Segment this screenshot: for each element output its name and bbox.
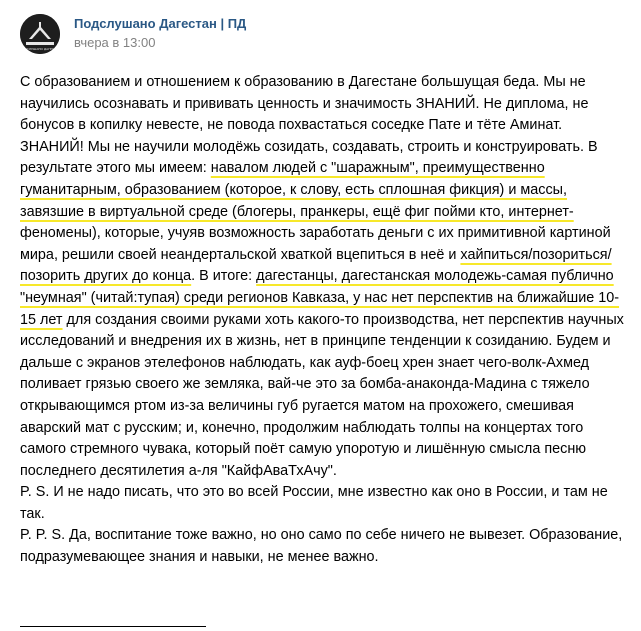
text-segment: . В итоге:: [191, 268, 257, 285]
avatar-logo-text: ПОДСЛУШАНО ДАГЕСТАН: [20, 47, 60, 51]
community-name[interactable]: Подслушано Дагестан | ПД: [74, 16, 247, 31]
text-segment: P. P. S. Да, воспитание тоже важно, но оно само по себе ничего не вывезет. Образование, подразумевающее знания и навыки, не менее важно.: [20, 527, 623, 566]
highlighted-text: хайпиться/позориться/позорить других до конца: [20, 246, 612, 285]
highlighted-text: навалом людей с "шаражным", преимущественно гуманитарным, образованием (которое, к слову, есть сплошная фикция) и массы, завязшие в виртуальной среде (блогеры, пранкеры, ещё фиг пойми кто, интернет-: [20, 160, 574, 220]
text-segment: С образованием и отношением к образованию в Дагестане большущая беда. Мы не научились осознавать и прививать ценность и значимость ЗНАНИЙ. Не диплома, не бонусов в копилку невесте, не повода похвастаться соседке Пате и тёте Аминат. ЗНАНИЙ! Мы не научили молодёжь созидать, создавать, строить и конструировать. В результате этого мы имеем:: [20, 74, 598, 177]
post-date[interactable]: вчера в 13:00: [74, 35, 156, 50]
post-text: [20, 72, 626, 569]
post-header: [20, 14, 620, 54]
text-segment: для создания своими руками хоть какого-то производства, нет перспектив научных исследований и внедрения их в жизнь, нет в принципе тенденции к созиданию. Будем и дальше с экранов этелефонов наблюдать, как ауф-боец хрен знает чего-волк-Ахмед поливает грязью своего же земляка, вай-че это за бомба-анаконда-Мадина с тяжело открывающимся ртом из-за величины губ ругается матом на прохожего, смешивая аварский мат с русским; и, конечно, продолжим наблюдать толпы на концертах того самого стремного чувака, который поёт самую упоротую и лишённую смысла песню последнего десятилетия а-ля "КайфАваТхАчу".: [20, 311, 624, 479]
community-avatar[interactable]: [20, 14, 60, 54]
post-paragraph: [20, 482, 626, 525]
post-paragraph: [20, 72, 626, 482]
text-segment: феномены), которые, учуяв возможность заработать деньги с их примитивной картиной мира, решили своей неандертальской хваткой вцепиться в неё и: [20, 225, 611, 263]
mosque-logo-icon: [20, 14, 60, 54]
post-paragraph: [20, 525, 626, 568]
text-separator-line: [20, 626, 206, 627]
text-segment: P. S. И не надо писать, что это во всей России, мне известно как оно в России, и там не так.: [20, 484, 608, 522]
highlighted-text: дагестанцы, дагестанская молодежь-самая публично "неумная" (читай:тупая) среди регионов Кавказа, у нас нет перспектив на ближайшие 10-15 лет: [20, 268, 620, 328]
